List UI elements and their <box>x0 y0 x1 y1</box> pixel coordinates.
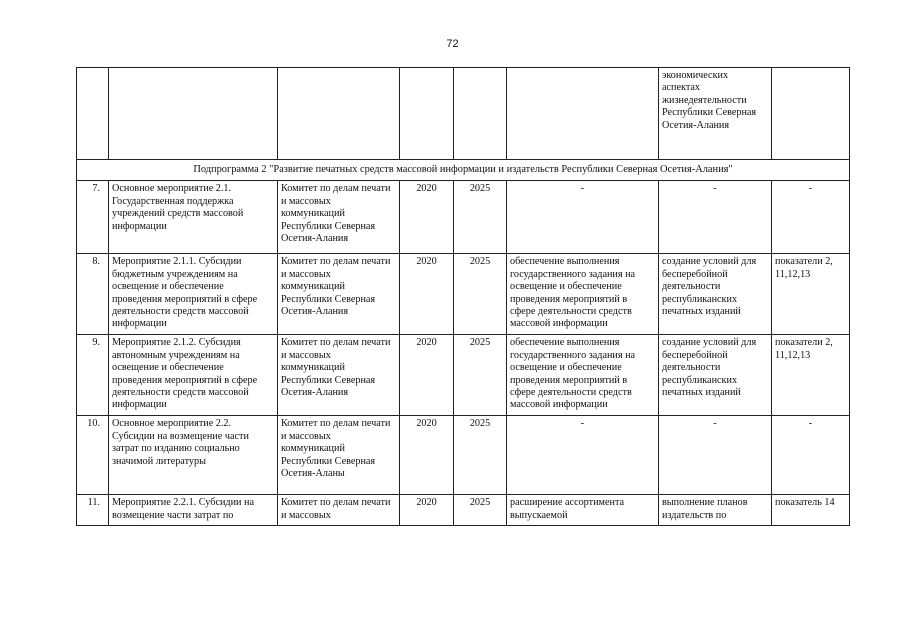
cell-goal: выполнение планов издательств по <box>659 495 772 526</box>
cell-result <box>507 68 659 160</box>
cell-num: 9. <box>77 335 109 416</box>
cell-result: обеспечение выполнения государственного задания на освещение и обеспечение проведения мероприятий в сфере деятельности средств массовой информации <box>507 254 659 335</box>
cell-goal: создание условий для бесперебойной деятельности республиканских печатных изданий <box>659 335 772 416</box>
table-row <box>77 335 850 416</box>
program-measures-table <box>76 67 850 526</box>
cell-indicators: - <box>772 181 850 254</box>
cell-name: Основное мероприятие 2.2. Субсидии на возмещение части затрат по изданию социально значимой литературы <box>109 416 278 495</box>
cell-start: 2020 <box>400 416 454 495</box>
cell-goal: - <box>659 416 772 495</box>
cell-start: 2020 <box>400 335 454 416</box>
subprogram-row <box>77 160 850 181</box>
cell-name: Мероприятие 2.1.2. Субсидия автономным учреждениям на освещение и обеспечение проведения мероприятий в сфере деятельности средств массовой информации <box>109 335 278 416</box>
cell-goal: - <box>659 181 772 254</box>
cell-indicators: - <box>772 416 850 495</box>
cell-goal: экономических аспектах жизнедеятельности Республики Северная Осетия-Алания <box>659 68 772 160</box>
cell-name: Мероприятие 2.2.1. Субсидии на возмещение части затрат по <box>109 495 278 526</box>
cell-indicators: показатели 2, 11,12,13 <box>772 335 850 416</box>
cell-num <box>77 68 109 160</box>
cell-start <box>400 68 454 160</box>
cell-num: 7. <box>77 181 109 254</box>
table-row <box>77 495 850 526</box>
cell-result: - <box>507 416 659 495</box>
cell-result: обеспечение выполнения государственного задания на освещение и обеспечение проведения мероприятий в сфере деятельности средств массовой информации <box>507 335 659 416</box>
cell-name: Мероприятие 2.1.1. Субсидии бюджетным учреждениям на освещение и обеспечение проведения мероприятий в сфере деятельности средств массовой информации <box>109 254 278 335</box>
table-row <box>77 254 850 335</box>
cell-end <box>454 68 507 160</box>
cell-indicators: показатель 14 <box>772 495 850 526</box>
cell-executor: Комитет по делам печати и массовых коммуникаций Республики Северная Осетия-Алания <box>278 335 400 416</box>
cell-indicators <box>772 68 850 160</box>
cell-end: 2025 <box>454 254 507 335</box>
cell-end: 2025 <box>454 181 507 254</box>
cell-num: 11. <box>77 495 109 526</box>
table-row <box>77 181 850 254</box>
subprogram-title: Подпрограмма 2 "Развитие печатных средств массовой информации и издательств Республики Северная Осетия-Алания" <box>77 160 850 181</box>
cell-name: Основное мероприятие 2.1. Государственная поддержка учреждений средств массовой информации <box>109 181 278 254</box>
cell-name <box>109 68 278 160</box>
table-row <box>77 416 850 495</box>
cell-executor: Комитет по делам печати и массовых коммуникаций Республики Северная Осетия-Алания <box>278 181 400 254</box>
cell-start: 2020 <box>400 181 454 254</box>
cell-executor: Комитет по делам печати и массовых коммуникаций Республики Северная Осетия-Алания <box>278 254 400 335</box>
cell-executor: Комитет по делам печати и массовых коммуникаций Республики Северная Осетия-Аланы <box>278 416 400 495</box>
table-row <box>77 68 850 160</box>
cell-goal: создание условий для бесперебойной деятельности республиканских печатных изданий <box>659 254 772 335</box>
cell-num: 8. <box>77 254 109 335</box>
cell-result: расширение ассортимента выпускаемой <box>507 495 659 526</box>
cell-start: 2020 <box>400 254 454 335</box>
cell-end: 2025 <box>454 416 507 495</box>
cell-executor <box>278 68 400 160</box>
page-number: 72 <box>446 38 459 50</box>
cell-executor: Комитет по делам печати и массовых <box>278 495 400 526</box>
cell-start: 2020 <box>400 495 454 526</box>
cell-num: 10. <box>77 416 109 495</box>
cell-end: 2025 <box>454 495 507 526</box>
cell-result: - <box>507 181 659 254</box>
cell-end: 2025 <box>454 335 507 416</box>
cell-indicators: показатели 2, 11,12,13 <box>772 254 850 335</box>
